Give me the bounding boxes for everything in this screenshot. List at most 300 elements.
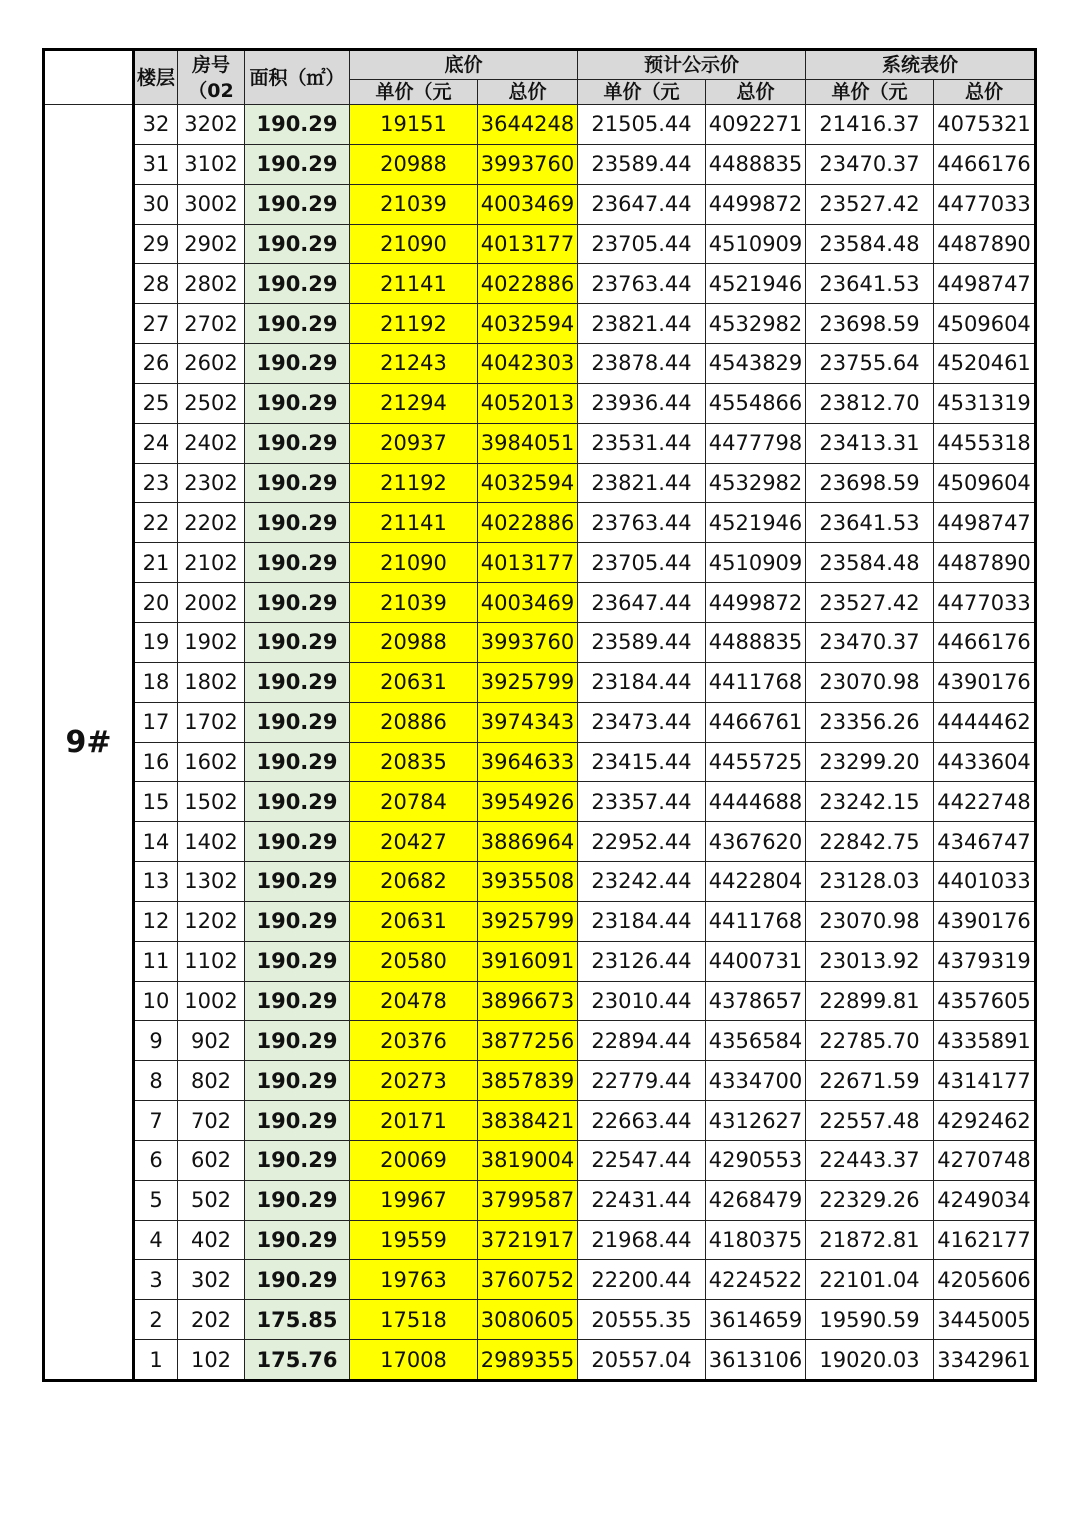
room-cell: 2302 bbox=[178, 463, 245, 503]
room-cell: 1102 bbox=[178, 941, 245, 981]
announced-unit-cell: 23126.44 bbox=[578, 941, 706, 981]
system-unit-cell: 22785.70 bbox=[806, 1021, 934, 1061]
room-cell: 3102 bbox=[178, 144, 245, 184]
base-total-cell: 3886964 bbox=[478, 822, 578, 862]
system-total-cell: 4455318 bbox=[934, 423, 1036, 463]
table-row bbox=[44, 1140, 1036, 1180]
announced-total-cell: 4488835 bbox=[706, 144, 806, 184]
base-unit-cell: 19559 bbox=[350, 1220, 478, 1260]
announced-total-cell: 4180375 bbox=[706, 1220, 806, 1260]
system-total-cell: 4531319 bbox=[934, 383, 1036, 423]
system-total-cell: 3445005 bbox=[934, 1300, 1036, 1340]
table-row bbox=[44, 1260, 1036, 1300]
announced-total-cell: 4356584 bbox=[706, 1021, 806, 1061]
announced-unit-cell: 20555.35 bbox=[578, 1300, 706, 1340]
room-cell: 1302 bbox=[178, 862, 245, 902]
table-row bbox=[44, 981, 1036, 1021]
area-cell: 175.85 bbox=[245, 1300, 350, 1340]
announced-total-cell: 4510909 bbox=[706, 224, 806, 264]
area-cell: 190.29 bbox=[245, 862, 350, 902]
system-total-cell: 4162177 bbox=[934, 1220, 1036, 1260]
system-unit-cell: 23584.48 bbox=[806, 224, 934, 264]
announced-total-cell: 4521946 bbox=[706, 503, 806, 543]
area-cell: 190.29 bbox=[245, 1021, 350, 1061]
announced-total-cell: 4455725 bbox=[706, 742, 806, 782]
announced-total-cell: 4499872 bbox=[706, 184, 806, 224]
announced-unit-cell: 22431.44 bbox=[578, 1180, 706, 1220]
announced-unit-cell: 23705.44 bbox=[578, 224, 706, 264]
system-unit-cell: 22101.04 bbox=[806, 1260, 934, 1300]
base-unit-cell: 20886 bbox=[350, 702, 478, 742]
system-unit-cell: 23698.59 bbox=[806, 463, 934, 503]
system-total-cell: 4498747 bbox=[934, 264, 1036, 304]
announced-total-cell: 4532982 bbox=[706, 463, 806, 503]
announced-unit-cell: 23589.44 bbox=[578, 144, 706, 184]
base-unit-cell: 20631 bbox=[350, 662, 478, 702]
table-row bbox=[44, 822, 1036, 862]
system-total-cell: 4509604 bbox=[934, 463, 1036, 503]
room-cell: 902 bbox=[178, 1021, 245, 1061]
system-total-cell: 4292462 bbox=[934, 1101, 1036, 1141]
room-cell: 1402 bbox=[178, 822, 245, 862]
system-total-cell: 4487890 bbox=[934, 543, 1036, 583]
table-row bbox=[44, 583, 1036, 623]
base-total-cell: 3080605 bbox=[478, 1300, 578, 1340]
system-unit-cell: 19590.59 bbox=[806, 1300, 934, 1340]
system-total-cell: 4390176 bbox=[934, 901, 1036, 941]
system-unit-cell: 22443.37 bbox=[806, 1140, 934, 1180]
floor-cell: 15 bbox=[134, 782, 178, 822]
base-unit-cell: 20784 bbox=[350, 782, 478, 822]
area-cell: 190.29 bbox=[245, 702, 350, 742]
area-cell: 190.29 bbox=[245, 901, 350, 941]
base-unit-cell: 19967 bbox=[350, 1180, 478, 1220]
system-unit-cell: 23641.53 bbox=[806, 264, 934, 304]
base-total-cell: 3799587 bbox=[478, 1180, 578, 1220]
base-total-cell: 3964633 bbox=[478, 742, 578, 782]
table-row bbox=[44, 463, 1036, 503]
announced-total-cell: 3614659 bbox=[706, 1300, 806, 1340]
system-unit-cell: 22557.48 bbox=[806, 1101, 934, 1141]
room-cell: 802 bbox=[178, 1061, 245, 1101]
floor-cell: 21 bbox=[134, 543, 178, 583]
floor-cell: 11 bbox=[134, 941, 178, 981]
table-row bbox=[44, 782, 1036, 822]
system-total-cell: 4466176 bbox=[934, 622, 1036, 662]
system-total-cell: 4401033 bbox=[934, 862, 1036, 902]
room-cell: 1002 bbox=[178, 981, 245, 1021]
base-total-cell: 3935508 bbox=[478, 862, 578, 902]
area-cell: 190.29 bbox=[245, 1061, 350, 1101]
base-unit-cell: 21090 bbox=[350, 224, 478, 264]
base-unit-header: 单价（元 bbox=[350, 80, 478, 105]
base-total-cell: 3925799 bbox=[478, 662, 578, 702]
base-unit-cell: 21192 bbox=[350, 463, 478, 503]
floor-cell: 20 bbox=[134, 583, 178, 623]
floor-cell: 6 bbox=[134, 1140, 178, 1180]
table-row bbox=[44, 503, 1036, 543]
floor-cell: 8 bbox=[134, 1061, 178, 1101]
base-total-cell: 3857839 bbox=[478, 1061, 578, 1101]
room-cell: 202 bbox=[178, 1300, 245, 1340]
area-cell: 175.76 bbox=[245, 1340, 350, 1381]
room-cell: 302 bbox=[178, 1260, 245, 1300]
system-unit-cell: 22899.81 bbox=[806, 981, 934, 1021]
base-unit-cell: 19763 bbox=[350, 1260, 478, 1300]
system-unit-cell: 23584.48 bbox=[806, 543, 934, 583]
system-unit-cell: 23527.42 bbox=[806, 583, 934, 623]
area-cell: 190.29 bbox=[245, 423, 350, 463]
system-total-cell: 4444462 bbox=[934, 702, 1036, 742]
floor-header: 楼层 bbox=[134, 50, 178, 105]
announced-total-cell: 4488835 bbox=[706, 622, 806, 662]
floor-cell: 18 bbox=[134, 662, 178, 702]
system-total-cell: 4520461 bbox=[934, 344, 1036, 384]
system-unit-cell: 23527.42 bbox=[806, 184, 934, 224]
announced-total-cell: 4422804 bbox=[706, 862, 806, 902]
room-cell: 2602 bbox=[178, 344, 245, 384]
system-unit-cell: 23128.03 bbox=[806, 862, 934, 902]
base-unit-cell: 20427 bbox=[350, 822, 478, 862]
floor-cell: 23 bbox=[134, 463, 178, 503]
table-row bbox=[44, 1061, 1036, 1101]
floor-cell: 31 bbox=[134, 144, 178, 184]
base-total-cell: 4003469 bbox=[478, 184, 578, 224]
system-unit-cell: 22842.75 bbox=[806, 822, 934, 862]
announced-total-cell: 4444688 bbox=[706, 782, 806, 822]
announced-unit-cell: 22547.44 bbox=[578, 1140, 706, 1180]
base-total-cell: 3974343 bbox=[478, 702, 578, 742]
system-unit-cell: 23470.37 bbox=[806, 622, 934, 662]
floor-cell: 19 bbox=[134, 622, 178, 662]
floor-cell: 12 bbox=[134, 901, 178, 941]
announced-total-cell: 4367620 bbox=[706, 822, 806, 862]
system-unit-cell: 23070.98 bbox=[806, 901, 934, 941]
area-cell: 190.29 bbox=[245, 224, 350, 264]
system-unit-cell: 23242.15 bbox=[806, 782, 934, 822]
base-total-cell: 2989355 bbox=[478, 1340, 578, 1381]
announced-unit-cell: 23647.44 bbox=[578, 184, 706, 224]
announced-unit-cell: 23357.44 bbox=[578, 782, 706, 822]
area-cell: 190.29 bbox=[245, 742, 350, 782]
base-total-cell: 3916091 bbox=[478, 941, 578, 981]
table-row bbox=[44, 901, 1036, 941]
announced-unit-cell: 23705.44 bbox=[578, 543, 706, 583]
base-total-header: 总价 bbox=[478, 80, 578, 105]
floor-cell: 7 bbox=[134, 1101, 178, 1141]
room-cell: 2202 bbox=[178, 503, 245, 543]
system-total-cell: 4346747 bbox=[934, 822, 1036, 862]
announced-total-cell: 3613106 bbox=[706, 1340, 806, 1381]
system-unit-cell: 23413.31 bbox=[806, 423, 934, 463]
table-row bbox=[44, 1300, 1036, 1340]
base-unit-cell: 20988 bbox=[350, 144, 478, 184]
area-cell: 190.29 bbox=[245, 264, 350, 304]
room-cell: 2802 bbox=[178, 264, 245, 304]
floor-cell: 29 bbox=[134, 224, 178, 264]
announced-total-cell: 4411768 bbox=[706, 901, 806, 941]
base-unit-cell: 20682 bbox=[350, 862, 478, 902]
announced-price-header: 预计公示价 bbox=[578, 50, 806, 80]
area-cell: 190.29 bbox=[245, 144, 350, 184]
floor-cell: 3 bbox=[134, 1260, 178, 1300]
announced-unit-cell: 23184.44 bbox=[578, 662, 706, 702]
floor-cell: 4 bbox=[134, 1220, 178, 1260]
base-total-cell: 3877256 bbox=[478, 1021, 578, 1061]
room-cell: 2402 bbox=[178, 423, 245, 463]
room-cell: 1702 bbox=[178, 702, 245, 742]
announced-unit-cell: 22779.44 bbox=[578, 1061, 706, 1101]
announced-unit-header: 单价（元 bbox=[578, 80, 706, 105]
floor-cell: 1 bbox=[134, 1340, 178, 1381]
area-cell: 190.29 bbox=[245, 344, 350, 384]
system-unit-cell: 23013.92 bbox=[806, 941, 934, 981]
system-total-cell: 4075321 bbox=[934, 105, 1036, 145]
room-cell: 2502 bbox=[178, 383, 245, 423]
room-cell: 102 bbox=[178, 1340, 245, 1381]
area-cell: 190.29 bbox=[245, 941, 350, 981]
room-header: 房号（02 bbox=[178, 50, 245, 105]
table-row bbox=[44, 702, 1036, 742]
system-unit-cell: 23812.70 bbox=[806, 383, 934, 423]
floor-cell: 10 bbox=[134, 981, 178, 1021]
table-row bbox=[44, 423, 1036, 463]
table-row bbox=[44, 304, 1036, 344]
room-cell: 1902 bbox=[178, 622, 245, 662]
floor-cell: 22 bbox=[134, 503, 178, 543]
table-row bbox=[44, 543, 1036, 583]
system-total-cell: 4466176 bbox=[934, 144, 1036, 184]
announced-unit-cell: 23242.44 bbox=[578, 862, 706, 902]
base-unit-cell: 20478 bbox=[350, 981, 478, 1021]
area-cell: 190.29 bbox=[245, 782, 350, 822]
table-row bbox=[44, 224, 1036, 264]
base-unit-cell: 21243 bbox=[350, 344, 478, 384]
area-cell: 190.29 bbox=[245, 981, 350, 1021]
floor-cell: 17 bbox=[134, 702, 178, 742]
base-unit-cell: 20273 bbox=[350, 1061, 478, 1101]
base-unit-cell: 20835 bbox=[350, 742, 478, 782]
system-total-cell: 4433604 bbox=[934, 742, 1036, 782]
table-row bbox=[44, 622, 1036, 662]
floor-cell: 5 bbox=[134, 1180, 178, 1220]
announced-unit-cell: 23878.44 bbox=[578, 344, 706, 384]
announced-unit-cell: 23531.44 bbox=[578, 423, 706, 463]
floor-cell: 26 bbox=[134, 344, 178, 384]
system-total-cell: 3342961 bbox=[934, 1340, 1036, 1381]
table-row bbox=[44, 184, 1036, 224]
system-unit-cell: 22329.26 bbox=[806, 1180, 934, 1220]
announced-unit-cell: 23473.44 bbox=[578, 702, 706, 742]
area-cell: 190.29 bbox=[245, 383, 350, 423]
announced-unit-cell: 23821.44 bbox=[578, 304, 706, 344]
announced-total-cell: 4532982 bbox=[706, 304, 806, 344]
system-total-cell: 4477033 bbox=[934, 583, 1036, 623]
system-total-cell: 4509604 bbox=[934, 304, 1036, 344]
base-unit-cell: 21192 bbox=[350, 304, 478, 344]
floor-cell: 16 bbox=[134, 742, 178, 782]
floor-cell: 32 bbox=[134, 105, 178, 145]
floor-cell: 9 bbox=[134, 1021, 178, 1061]
base-unit-cell: 20988 bbox=[350, 622, 478, 662]
system-unit-cell: 23755.64 bbox=[806, 344, 934, 384]
base-unit-cell: 20171 bbox=[350, 1101, 478, 1141]
announced-total-cell: 4224522 bbox=[706, 1260, 806, 1300]
announced-unit-cell: 22663.44 bbox=[578, 1101, 706, 1141]
announced-total-cell: 4499872 bbox=[706, 583, 806, 623]
floor-cell: 2 bbox=[134, 1300, 178, 1340]
room-cell: 1202 bbox=[178, 901, 245, 941]
table-body bbox=[44, 105, 1036, 1381]
announced-total-cell: 4400731 bbox=[706, 941, 806, 981]
base-unit-cell: 21039 bbox=[350, 583, 478, 623]
area-cell: 190.29 bbox=[245, 184, 350, 224]
announced-total-cell: 4268479 bbox=[706, 1180, 806, 1220]
base-unit-cell: 19151 bbox=[350, 105, 478, 145]
system-total-cell: 4357605 bbox=[934, 981, 1036, 1021]
floor-cell: 30 bbox=[134, 184, 178, 224]
base-unit-cell: 21090 bbox=[350, 543, 478, 583]
system-total-cell: 4249034 bbox=[934, 1180, 1036, 1220]
base-total-cell: 3644248 bbox=[478, 105, 578, 145]
area-cell: 190.29 bbox=[245, 1140, 350, 1180]
table-row bbox=[44, 1101, 1036, 1141]
floor-cell: 14 bbox=[134, 822, 178, 862]
announced-unit-cell: 23647.44 bbox=[578, 583, 706, 623]
base-total-cell: 4013177 bbox=[478, 224, 578, 264]
area-cell: 190.29 bbox=[245, 822, 350, 862]
announced-unit-cell: 23936.44 bbox=[578, 383, 706, 423]
room-cell: 602 bbox=[178, 1140, 245, 1180]
system-unit-cell: 19020.03 bbox=[806, 1340, 934, 1381]
base-total-cell: 4013177 bbox=[478, 543, 578, 583]
table-row bbox=[44, 144, 1036, 184]
table-row bbox=[44, 1220, 1036, 1260]
announced-unit-cell: 23821.44 bbox=[578, 463, 706, 503]
base-total-cell: 4032594 bbox=[478, 463, 578, 503]
base-price-header: 底价 bbox=[350, 50, 578, 80]
room-cell: 402 bbox=[178, 1220, 245, 1260]
base-total-cell: 4032594 bbox=[478, 304, 578, 344]
base-unit-cell: 21294 bbox=[350, 383, 478, 423]
room-cell: 3202 bbox=[178, 105, 245, 145]
header-row-1 bbox=[44, 50, 1036, 80]
area-header: 面积（㎡） bbox=[245, 50, 350, 105]
announced-total-cell: 4521946 bbox=[706, 264, 806, 304]
announced-total-cell: 4290553 bbox=[706, 1140, 806, 1180]
announced-total-cell: 4543829 bbox=[706, 344, 806, 384]
base-unit-cell: 21039 bbox=[350, 184, 478, 224]
announced-total-header: 总价 bbox=[706, 80, 806, 105]
area-cell: 190.29 bbox=[245, 622, 350, 662]
table-row bbox=[44, 1021, 1036, 1061]
room-cell: 2902 bbox=[178, 224, 245, 264]
area-cell: 190.29 bbox=[245, 463, 350, 503]
announced-total-cell: 4092271 bbox=[706, 105, 806, 145]
room-cell: 1802 bbox=[178, 662, 245, 702]
base-total-cell: 4022886 bbox=[478, 264, 578, 304]
announced-total-cell: 4378657 bbox=[706, 981, 806, 1021]
room-cell: 2702 bbox=[178, 304, 245, 344]
base-total-cell: 3925799 bbox=[478, 901, 578, 941]
base-total-cell: 4052013 bbox=[478, 383, 578, 423]
base-total-cell: 3993760 bbox=[478, 622, 578, 662]
announced-unit-cell: 22200.44 bbox=[578, 1260, 706, 1300]
base-unit-cell: 20580 bbox=[350, 941, 478, 981]
area-cell: 190.29 bbox=[245, 105, 350, 145]
announced-unit-cell: 21505.44 bbox=[578, 105, 706, 145]
area-cell: 190.29 bbox=[245, 1220, 350, 1260]
floor-cell: 27 bbox=[134, 304, 178, 344]
announced-unit-cell: 23763.44 bbox=[578, 264, 706, 304]
base-unit-cell: 20937 bbox=[350, 423, 478, 463]
room-cell: 502 bbox=[178, 1180, 245, 1220]
system-unit-header: 单价（元 bbox=[806, 80, 934, 105]
price-table bbox=[42, 48, 1037, 1382]
base-total-cell: 3838421 bbox=[478, 1101, 578, 1141]
base-total-cell: 4022886 bbox=[478, 503, 578, 543]
base-total-cell: 3984051 bbox=[478, 423, 578, 463]
base-unit-cell: 17518 bbox=[350, 1300, 478, 1340]
system-total-cell: 4390176 bbox=[934, 662, 1036, 702]
system-unit-cell: 23698.59 bbox=[806, 304, 934, 344]
base-total-cell: 3819004 bbox=[478, 1140, 578, 1180]
system-total-cell: 4314177 bbox=[934, 1061, 1036, 1101]
announced-unit-cell: 21968.44 bbox=[578, 1220, 706, 1260]
area-cell: 190.29 bbox=[245, 1260, 350, 1300]
base-unit-cell: 20631 bbox=[350, 901, 478, 941]
system-total-cell: 4487890 bbox=[934, 224, 1036, 264]
base-total-cell: 3896673 bbox=[478, 981, 578, 1021]
announced-total-cell: 4334700 bbox=[706, 1061, 806, 1101]
room-cell: 702 bbox=[178, 1101, 245, 1141]
area-cell: 190.29 bbox=[245, 304, 350, 344]
floor-cell: 25 bbox=[134, 383, 178, 423]
system-unit-cell: 22671.59 bbox=[806, 1061, 934, 1101]
system-total-cell: 4477033 bbox=[934, 184, 1036, 224]
announced-unit-cell: 20557.04 bbox=[578, 1340, 706, 1381]
table-row bbox=[44, 862, 1036, 902]
room-cell: 1502 bbox=[178, 782, 245, 822]
area-cell: 190.29 bbox=[245, 1180, 350, 1220]
base-unit-cell: 21141 bbox=[350, 264, 478, 304]
base-total-cell: 4003469 bbox=[478, 583, 578, 623]
base-total-cell: 3954926 bbox=[478, 782, 578, 822]
system-unit-cell: 23356.26 bbox=[806, 702, 934, 742]
room-cell: 1602 bbox=[178, 742, 245, 782]
floor-cell: 28 bbox=[134, 264, 178, 304]
price-table-container bbox=[42, 48, 1034, 1382]
area-cell: 190.29 bbox=[245, 583, 350, 623]
announced-total-cell: 4411768 bbox=[706, 662, 806, 702]
area-cell: 190.29 bbox=[245, 662, 350, 702]
announced-total-cell: 4477798 bbox=[706, 423, 806, 463]
floor-cell: 24 bbox=[134, 423, 178, 463]
announced-unit-cell: 23763.44 bbox=[578, 503, 706, 543]
building-header-cell bbox=[44, 50, 134, 105]
floor-cell: 13 bbox=[134, 862, 178, 902]
table-row bbox=[44, 105, 1036, 145]
table-row bbox=[44, 344, 1036, 384]
system-unit-cell: 21872.81 bbox=[806, 1220, 934, 1260]
table-row bbox=[44, 383, 1036, 423]
room-cell: 3002 bbox=[178, 184, 245, 224]
table-row bbox=[44, 264, 1036, 304]
area-cell: 190.29 bbox=[245, 503, 350, 543]
base-total-cell: 4042303 bbox=[478, 344, 578, 384]
system-total-cell: 4205606 bbox=[934, 1260, 1036, 1300]
system-unit-cell: 23470.37 bbox=[806, 144, 934, 184]
